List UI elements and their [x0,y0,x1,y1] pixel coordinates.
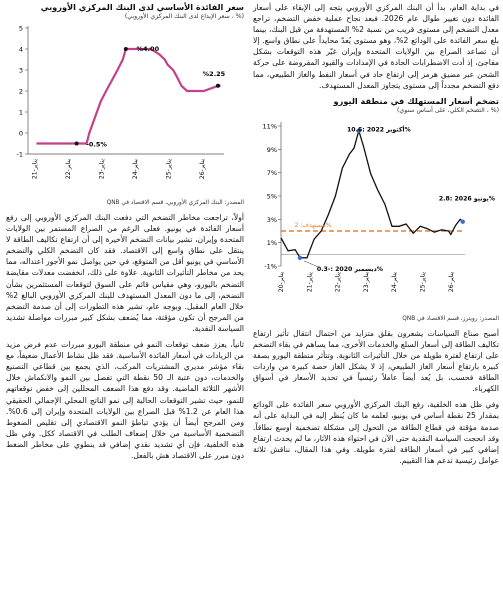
trough-leader [304,261,318,267]
trough-annotation: ديسمبر 2020 :-0.3% [316,265,384,273]
energy-paragraph: أصبح صناع السياسات يشعرون بقلق متزايد من احتمال انتقال تأثير ارتفاع تكاليف الطاقة إلى أسعار السلع والخدمات الأخرى، مما يساهم في بقاء التضخم على ارتفاع لفترة طويلة من خلال التأثيرات الثانوية. وتتأثر منطقة اليورو بصفة كبيرة بارتفاع أسعار الغاز الطبيعي، إذ لا يشكل الغاز حصة كبيرة من واردات الطاقة فحسب، بل يُعد أيضاً عاملاً رئيسياً في تحديد الأسعار في أسواق الكهرباء. [253,328,499,394]
inflation-risk-paragraph: أولاً، تراجعت مخاطر التضخم التي دفعت البنك المركزي الأوروبي إلى رفع أسعار الفائدة في يونيو. فعلى الرغم من الصراع المستمر بين الولايات المتحدة وإيران، تشير بيانات التضخم الأخيرة إلى أن ارتفاع تكاليف الطاقة لا ينتقل على نطاق واسع إلى الاقتصاد. فقد كان التضخم الكلي والتضخم الأساسي في يونيو أقل من المتوقع، في حين يواصل نمو الأجور اعتداله، مما يحد من مخاطر التأثيرات الثانوية. علاوة على ذلك، انخفضت معدلات مقايضة التضخم باليورو، وهي مقياس قائم على السوق لتوقعات المستثمرين بشأن التضخم، إلى ما دون المعدل المستهدف للبنك المركزي الأوروبي البالغ 2% خلال العام المقبل. وبوجه عام، تشير هذه التطورات إلى أن صدمة التضخم من المرجح أن تكون مؤقتة، مما يُضعف بشكل كبير مبررات مواصلة تشديد السياسة النقدية. [6,213,244,333]
x-tick-label: 23-يناير [362,271,370,292]
x-tick-label: 26-يناير [447,271,455,292]
intro-paragraph: في بداية العام، بدأ أن البنك المركزي الأوروبي يتجه إلى الإبقاء على أسعار الفائدة دون تغيير طوال عام 2026. فبعد نجاح عملية خفض التضخم، تراجع معدل التضخم إلى مستوى قريب من نسبة 2% المستهدفة من قبل البنك، بينما بلغ سعر الفائدة على الودائع 2%، وهو مستوى يُعدّ محايداً على نطاق واسع. إلا أن تصاعد الصراع بين الولايات المتحدة وإيران غيّر هذه التوقعات بشكل مفاجئ، إذ أدت الاضطرابات الحادة في الإمدادات والقيود المفروضة على حركة الشحن عبر مضيق هرمز إلى ارتفاع حاد في أسعار النفط والغاز الطبيعي، مما دفع التضخم مجدداً إلى مستوى يتجاوز المعدل المستهدف. [253,3,499,90]
y-tick-label: 3 [18,66,23,75]
y-tick-label: -1 [16,150,23,159]
y-tick-label: 0 [18,129,23,138]
rates-chart-source: المصدر: البنك المركزي الأوروبي، قسم الاقتصاد في QNB [106,200,244,206]
x-tick-label: 22-يناير [64,159,72,180]
latest-marker [461,219,465,223]
y-tick-label: 4 [18,45,23,54]
rates-chart-subtitle: (% ، سعر الإيداع لدى البنك المركزي الأوروبي) [124,13,244,20]
y-tick-label: 5% [266,192,277,201]
x-tick-label: 25-يناير [419,271,427,292]
x-tick-label: 24-يناير [131,159,139,180]
trough-marker [298,255,302,259]
x-tick-label: 25-يناير [165,159,173,180]
y-tick-label: 11% [262,122,277,131]
inflation-chart [253,96,499,322]
y-tick-label: 1 [18,108,23,117]
x-tick-label: 21-يناير [31,159,39,180]
x-tick-label: 24-يناير [391,271,399,292]
latest-annotation: %2.25 [202,69,226,78]
y-tick-label: 1% [266,238,277,247]
x-tick-label: 20-يناير [278,271,285,292]
inflation-chart-plot [253,114,499,314]
inflation-chart-title: تضخم أسعار المستهلك في منطقة اليورو [333,95,499,106]
x-tick-label: 22-يناير [334,271,342,292]
growth-paragraph: ثانياً، يعزز ضعف توقعات النمو في منطقة اليورو مبررات عدم فرض مزيد من الزيادات في أسعار الفائدة الأساسية. فقد ظل نشاط الأعمال ضعيفاً، مع بقاء مؤشر مديري المشتريات المركب، الذي يجمع بين قطاعي التصنيع والخدمات، دون عتبة الـ 50 نقطة التي تفصل بين النمو والانكماش خلال الأشهر الثلاثة الماضية. وقد دفع هذا الضعف المحللين إلى خفض توقعاتهم للنمو، حيث تشير التوقعات الحالية إلى نمو الناتج المحلي الإجمالي الحقيقي هذا العام عن 1.2% قبل الصراع بين الولايات المتحدة وإيران إلى 0.6%. ومن المرجح أيضاً أن يؤدي تباطؤ النمو الاقتصادي إلى تقليص الضغوط التضخمية الأساسية من خلال إضعاف الطلب في الاقتصاد ككل. وفي ظل هذه الخلفية، فإن أي تشديد نقدي إضافي قد ينطوي على مخاطر الضغط دون مبرر على الاقتصاد هش بالفعل. [6,340,244,460]
y-tick-label: 2 [18,87,23,96]
low-annotation: -0.5% [86,140,107,149]
rates-chart-plot [6,20,244,198]
y-tick-label: -1% [264,262,277,271]
inflation-chart-subtitle: (% ، التضخم الكلي، على أساس سنوي) [396,106,499,114]
x-tick-label: 26-يناير [198,159,206,180]
x-tick-label: 21-يناير [306,271,314,292]
rates-chart [6,2,244,206]
right-column [253,2,499,471]
peak-annotation: %4.00 [136,45,160,53]
y-tick-label: 5 [18,24,23,33]
y-tick-label: 7% [266,168,277,177]
inflation-line [281,130,463,257]
rate-line [36,49,220,144]
low-marker [75,142,79,146]
peak-annotation: أكتوبر 2022 :10.6% [346,126,411,134]
target-annotation: مستهدف: 2% [294,221,332,229]
inflation-chart-source: المصدر: رويترز، قسم الاقتصاد في QNB [402,315,499,322]
ecb-hike-paragraph: وفي ظل هذه الخلفية، رفع البنك المركزي الأوروبي سعر الفائدة على الودائع بمقدار 25 نقطة أساس في يونيو، لعلمه ما كان يُنظر إليه في البداية على أنه صدمة مؤقتة في قطاع الطاقة من التحول إلى مشكلة تضخمية أوسع نطاقاً. وقد انحجت السياسة النقدية حتى الآن في احتواء هذه الآثار، ما لم يحدث ارتفاع إضافي كبير في أسعار الطاقة لفترة طويلة. وفي هذا المقال، نناقش ثلاثة عوامل رئيسية تدعم هذا التقييم. [253,400,499,465]
y-tick-label: 3% [266,215,277,224]
x-tick-label: 23-يناير [98,159,106,180]
latest-marker [216,84,220,88]
latest-annotation: يونيو 2026 :2.8% [438,195,495,203]
peak-marker [124,47,128,51]
rates-chart-title: سعر الفائدة الأساسي لدى البنك المركزي الأوروبي [40,2,244,12]
left-column [6,2,244,466]
y-tick-label: 9% [266,145,277,154]
